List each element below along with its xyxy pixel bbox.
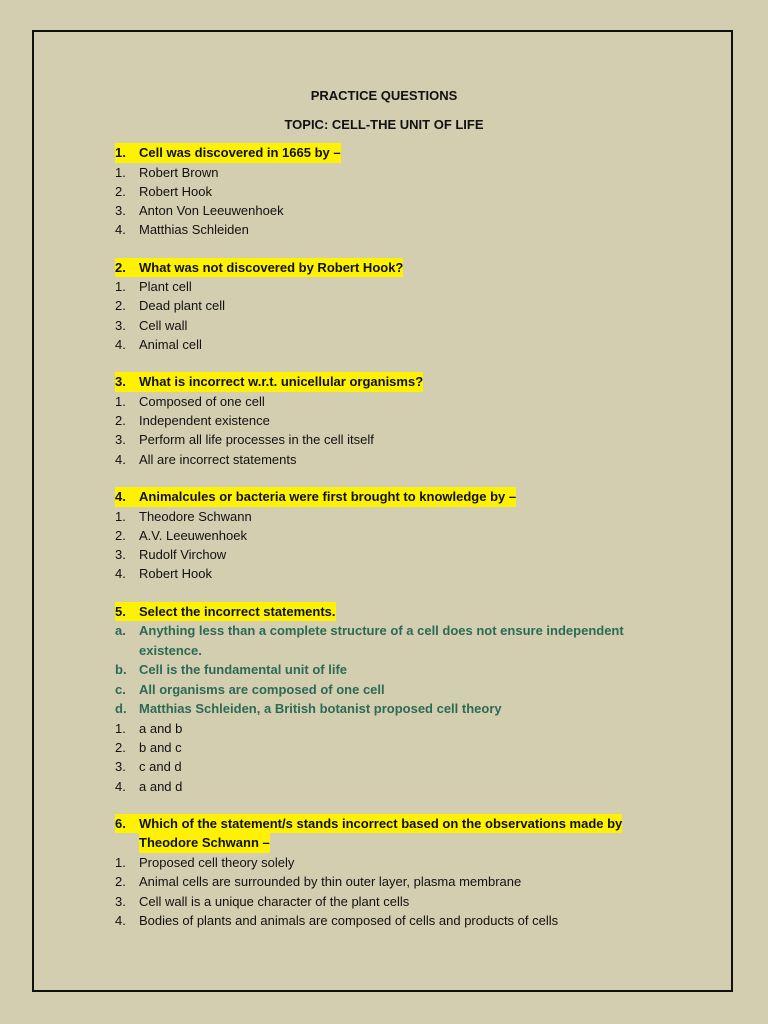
option: 1. Plant cell [115,279,192,295]
option: 1. a and b [115,720,183,736]
question-6 [115,814,655,930]
question-number: 3. [115,374,126,390]
statement: c. All organisms are composed of one cell [115,681,385,697]
question-text: Cell was discovered in 1665 by – [139,145,341,160]
question-number: 5. [115,603,126,619]
statement-continuation: existence. [139,642,202,658]
option: 2. Animal cells are surrounded by thin outer layer, plasma membrane [115,874,522,890]
option: 1. Proposed cell theory solely [115,854,295,870]
question-text: Which of the statement/s stands incorrect based on the observations made by [139,815,623,831]
option: 4. a and d [115,778,183,794]
question-text: Select the incorrect statements. [139,603,336,619]
question-text: What was not discovered by Robert Hook? [139,259,404,275]
question-1 [115,143,655,240]
option: 1. Theodore Schwann [115,508,252,524]
question-3 [115,372,655,469]
option: 4. Matthias Schleiden [115,222,249,238]
question-number: 6. [115,815,126,831]
option: 2. A.V. Leeuwenhoek [115,527,247,543]
page-title: PRACTICE QUESTIONS [310,88,458,103]
option: 2. Robert Hook [115,183,212,199]
question-text: What is incorrect w.r.t. unicellular organisms? [139,374,424,390]
question-number: 1. [115,145,126,160]
question-4 [115,487,655,584]
statement: a. Anything less than a complete structure of a cell does not ensure independent [115,623,624,639]
option: 3. c and d [115,759,182,775]
question-2 [115,258,655,355]
option: 4. Bodies of plants and animals are composed of cells and products of cells [115,912,559,928]
statement: b. Cell is the fundamental unit of life [115,662,348,678]
document-content [115,86,655,930]
option: 1. Robert Brown [115,164,219,180]
option: 2. Independent existence [115,413,270,429]
question-text-continuation: Theodore Schwann – [139,833,270,853]
option: 2. Dead plant cell [115,298,225,314]
option: 1. Composed of one cell [115,393,265,409]
option: 3. Rudolf Virchow [115,547,227,563]
option: 3. Cell wall is a unique character of the plant cells [115,893,410,909]
option: 3. Cell wall [115,317,188,333]
question-5 [115,602,655,796]
option: 4. Animal cell [115,337,202,353]
option: 3. Anton Von Leeuwenhoek [115,203,284,219]
question-number: 2. [115,259,126,275]
option: 3. Perform all life processes in the cell itself [115,432,374,448]
option: 2. b and c [115,740,182,756]
option: 4. All are incorrect statements [115,451,297,467]
question-text: Animalcules or bacteria were first brought to knowledge by – [139,489,517,505]
statement: d. Matthias Schleiden, a British botanist proposed cell theory [115,701,502,717]
topic-heading: TOPIC: CELL-THE UNIT OF LIFE [284,117,484,132]
option: 4. Robert Hook [115,566,212,582]
question-number: 4. [115,489,126,505]
